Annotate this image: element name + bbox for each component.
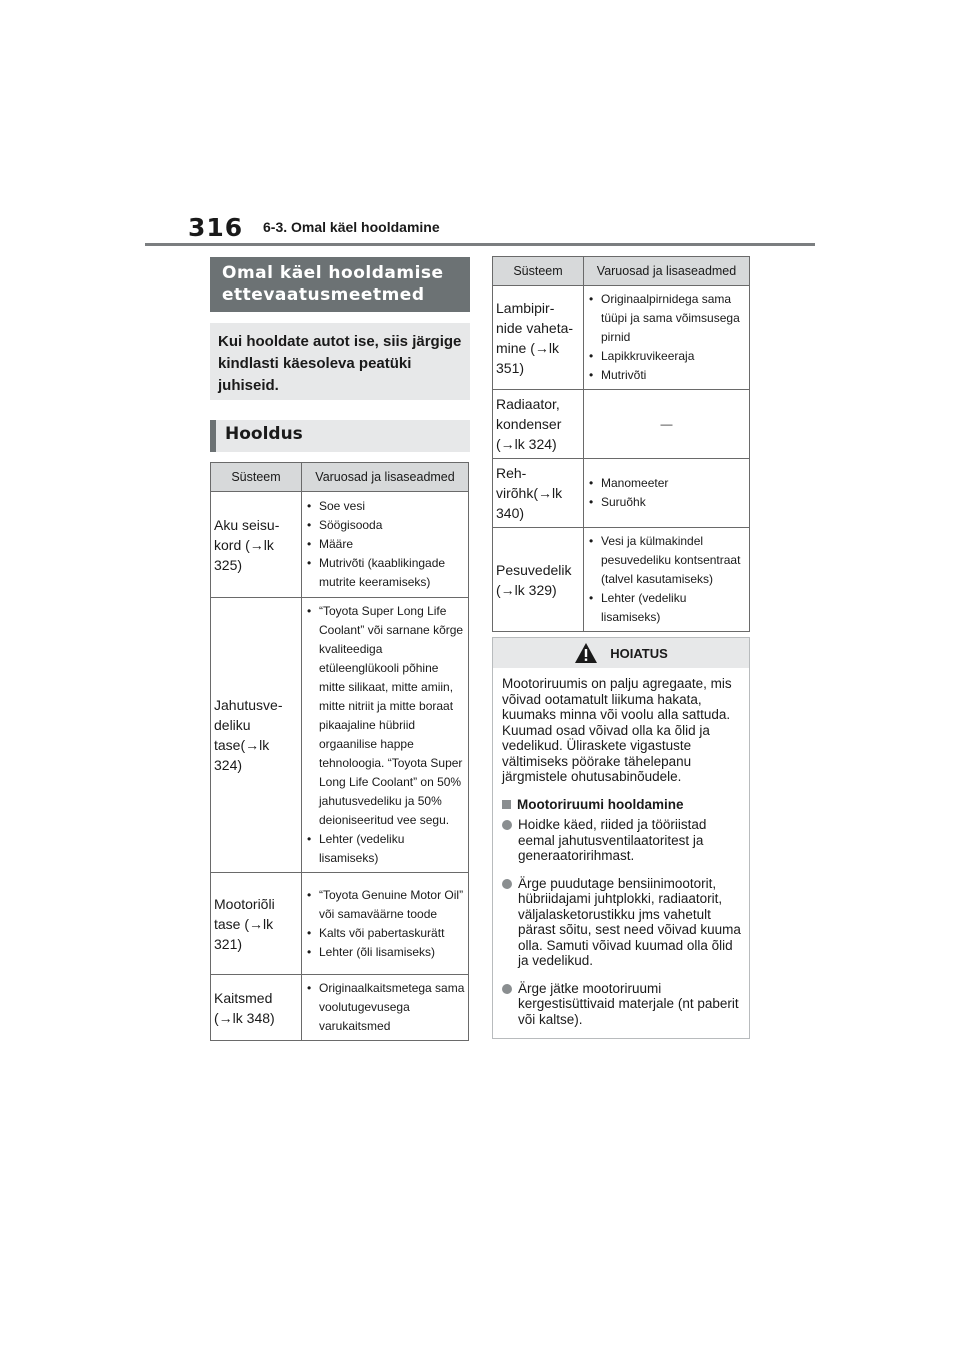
parts-cell: — xyxy=(584,390,750,459)
warning-item xyxy=(502,981,741,1028)
title-bar: Omal käel hooldamise ettevaatusmeetmed xyxy=(210,257,470,312)
table-row xyxy=(493,286,750,390)
list-item: • Kalts või pabertaskurätt xyxy=(305,924,465,943)
warning-subheading-text: Mootoriruumi hooldamine xyxy=(517,796,684,812)
warning-intro: Mootoriruumis on palju agregaate, mis võivad ootamatult liikuma hakata, kuumaks minna või voolu alla sattuda. Kuumad osad võivad olla ka õlid ja vedelikud. Üliraskete vigastuste vältimiseks pöörake tähelepanu järgmistele ohutusabinõudele. xyxy=(502,676,732,784)
circle-bullet-icon xyxy=(502,984,512,994)
table-row xyxy=(211,975,469,1041)
warning-box xyxy=(492,637,750,1039)
table-row xyxy=(211,873,469,975)
parts-cell xyxy=(302,492,469,598)
warning-subheading xyxy=(502,797,741,813)
parts-list xyxy=(587,532,746,627)
parts-list xyxy=(305,602,465,868)
right-table xyxy=(492,256,750,632)
table-row xyxy=(493,390,750,459)
list-item: • Söögisooda xyxy=(305,516,465,535)
system-cell: Aku seisu- kord (→lk 325) xyxy=(211,492,302,598)
parts-list xyxy=(305,979,465,1036)
list-item: • Soe vesi xyxy=(305,497,465,516)
intro-box: Kui hooldate autot ise, siis järgige kindlasti käesoleva peatüki juhiseid. xyxy=(210,323,470,400)
warning-item xyxy=(502,817,741,864)
list-item: • Manomeeter xyxy=(587,474,746,493)
subheading: Hooldus xyxy=(210,420,470,452)
warning-header xyxy=(493,638,749,668)
list-item: • Originaalkaitsmetega sama voolutugevusega varukaitsmed xyxy=(305,979,465,1036)
parts-cell xyxy=(302,975,469,1041)
square-bullet-icon xyxy=(502,800,511,809)
column-header-system: Süsteem xyxy=(493,257,584,286)
table-row xyxy=(493,459,750,528)
list-item: • “Toyota Genuine Motor Oil” või samaväärne toode xyxy=(305,886,465,924)
table-row xyxy=(493,528,750,632)
system-cell: Radiaator, kondenser (→lk 324) xyxy=(493,390,584,459)
parts-cell xyxy=(302,873,469,975)
list-item: • Mutrivõti (kaablikingade mutrite keeramiseks) xyxy=(305,554,465,592)
column-header-system: Süsteem xyxy=(211,463,302,492)
parts-cell xyxy=(302,598,469,873)
list-item: • “Toyota Super Long Life Coolant” või sarnane kõrge kvaliteediga etüleenglükooli põhine mitte silikaat, mitte amiin, mitte nitriit ja mitte boraat pikaajaline hübriid orgaanilise happe tehnoloogia. “Toyota Super Long Life Coolant” on 50% jahutusvedeliku ja 50% deioniseeritud vee segu. xyxy=(305,602,465,830)
parts-list xyxy=(305,886,465,962)
list-item: • Originaalpirnidega sama tüüpi ja sama võimsusega pirnid xyxy=(587,290,746,347)
system-cell: Kaitsmed (→lk 348) xyxy=(211,975,302,1041)
list-item: • Lehter (õli lisamiseks) xyxy=(305,943,465,962)
system-cell: Lambipir- nide vaheta- mine (→lk 351) xyxy=(493,286,584,390)
warning-item-text: Ärge jätke mootoriruumi kergestisüttivaid materjale (nt paberit või kaltse). xyxy=(518,980,739,1027)
column-header-parts: Varuosad ja lisaseadmed xyxy=(302,463,469,492)
warning-triangle-icon xyxy=(574,642,598,664)
warning-item-text: Hoidke käed, riided ja tööriistad eemal jahutusventilaatoritest ja generaatoririhmast. xyxy=(518,817,707,863)
parts-cell xyxy=(584,528,750,632)
list-item: • Lehter (vedeliku lisamiseks) xyxy=(587,589,746,627)
parts-cell xyxy=(584,459,750,528)
circle-bullet-icon xyxy=(502,820,512,830)
warning-label: HOIATUS xyxy=(610,645,668,661)
list-item: • Määre xyxy=(305,535,465,554)
parts-list xyxy=(305,497,465,592)
system-cell: Mootoriõli tase (→lk 321) xyxy=(211,873,302,975)
warning-body xyxy=(493,668,749,1027)
system-cell: Jahutusve- deliku tase(→lk 324) xyxy=(211,598,302,873)
parts-cell xyxy=(584,286,750,390)
section-title: 6-3. Omal käel hooldamine xyxy=(263,219,440,235)
header-rule xyxy=(145,243,815,246)
list-item: • Lehter (vedeliku lisamiseks) xyxy=(305,830,465,868)
warning-item-text: Ärge puudutage bensiinimootorit, hübriidajami juhtplokki, radiaatorit, väljalasketorustikku jms vahetult pärast sõitu, sest need võivad kuuma olla. Samuti võivad kuumad olla õlid ja vedelikud. xyxy=(518,875,741,968)
system-cell: Pesuvedelik (→lk 329) xyxy=(493,528,584,632)
parts-list xyxy=(587,474,746,512)
left-table xyxy=(210,462,469,1041)
parts-list xyxy=(587,290,746,385)
list-item: • Lapikkruvikeeraja xyxy=(587,347,746,366)
list-item: • Suruõhk xyxy=(587,493,746,512)
column-header-parts: Varuosad ja lisaseadmed xyxy=(584,257,750,286)
table-row xyxy=(211,598,469,873)
list-item: • Vesi ja külmakindel pesuvedeliku kontsentraat (talvel kasutamiseks) xyxy=(587,532,746,589)
circle-bullet-icon xyxy=(502,879,512,889)
list-item: • Mutrivõti xyxy=(587,366,746,385)
system-cell: Reh- virõhk(→lk 340) xyxy=(493,459,584,528)
warning-item xyxy=(502,876,741,969)
page-number: 316 xyxy=(188,213,244,242)
table-row xyxy=(211,492,469,598)
